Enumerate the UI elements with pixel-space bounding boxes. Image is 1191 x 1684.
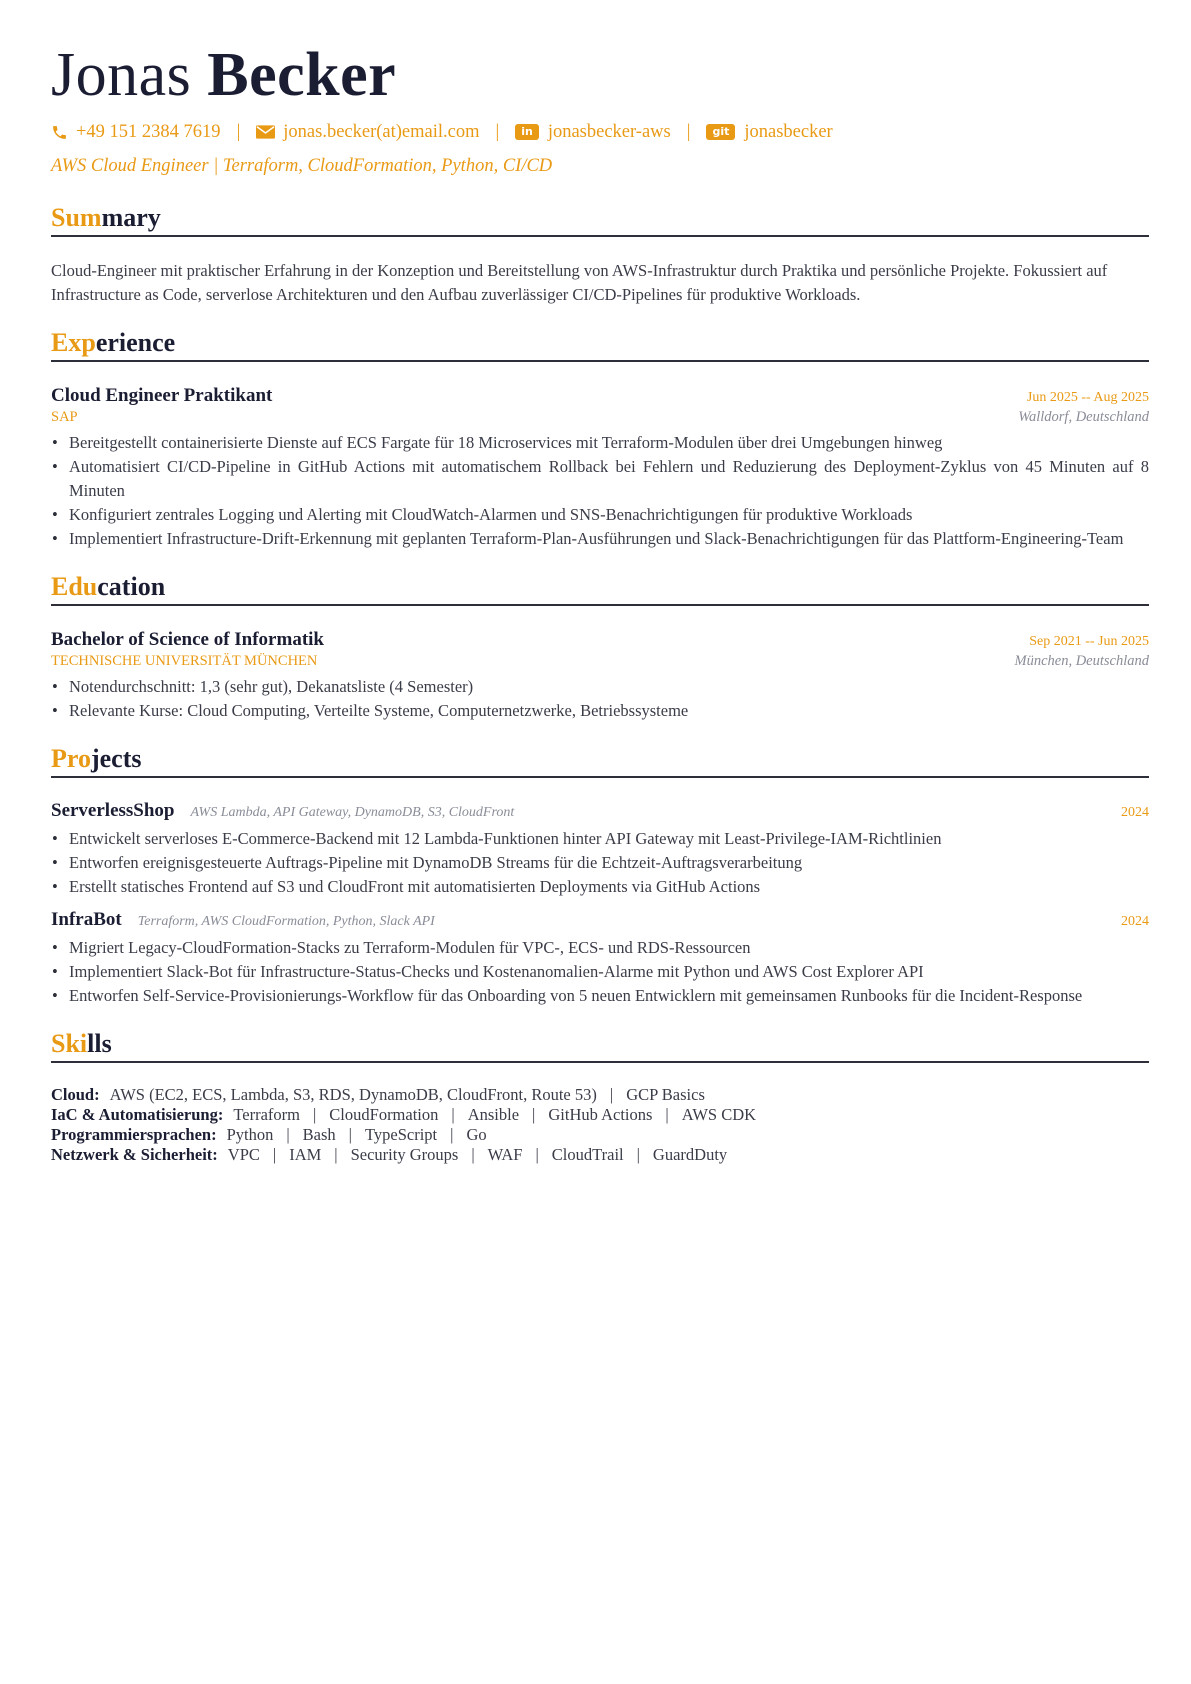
university-name: TECHNISCHE UNIVERSITÄT MÜNCHEN: [51, 653, 318, 669]
job-bullets: [51, 431, 1149, 551]
skill-item: AWS (EC2, ECS, Lambda, S3, RDS, DynamoDB, CloudFront, Route 53): [109, 1085, 597, 1104]
resume-page: [51, 38, 1149, 1165]
skill-separator: |: [272, 1145, 277, 1164]
summary-text: Cloud-Engineer mit praktischer Erfahrung in der Konzeption und Bereitstellung von AWS-Infrastruktur durch Praktika und persönliche Projekte. Fokussiert auf Infrastructure as Code, serverlose Architekturen und den Aufbau zuverlässiger CI/CD-Pipelines für produktive Workloads.: [51, 261, 1108, 304]
skill-row: [51, 1145, 1149, 1165]
linkedin-handle: jonasbecker-aws: [547, 121, 671, 142]
skill-item: VPC: [227, 1145, 260, 1164]
skill-separator: |: [532, 1105, 536, 1124]
tagline: AWS Cloud Engineer | Terraform, CloudFormation, Python, CI/CD: [51, 156, 553, 176]
skill-item: Security Groups: [350, 1145, 459, 1164]
project-name: InfraBot: [51, 909, 122, 930]
project-entry: [51, 909, 1149, 1008]
section-title: Experience: [51, 327, 1149, 362]
skill-item: Ansible: [467, 1105, 520, 1124]
experience-section: [51, 327, 1149, 551]
job-title: Cloud Engineer Praktikant: [51, 385, 273, 406]
education-section: [51, 571, 1149, 723]
skill-separator: |: [312, 1105, 317, 1124]
skill-item: TypeScript: [364, 1125, 438, 1144]
linkedin-icon: in: [515, 124, 539, 140]
skill-category: Netzwerk & Sicherheit:: [51, 1145, 218, 1164]
list-item: • Konfiguriert zentrales Logging und Alerting mit CloudWatch-Alarmen und SNS-Benachrichtigungen für produktive Workloads: [51, 503, 1149, 527]
skill-category: Cloud:: [51, 1085, 100, 1104]
skill-row: [51, 1105, 1149, 1125]
experience-entry: [51, 384, 1149, 551]
contact-linkedin[interactable]: [515, 122, 671, 143]
university-location: München, Deutschland: [1014, 653, 1149, 669]
contact-phone[interactable]: [51, 122, 221, 143]
skill-separator: |: [636, 1145, 640, 1164]
skill-item: Python: [226, 1125, 274, 1144]
first-name: Jonas: [51, 41, 192, 109]
skills-list: [51, 1085, 1149, 1165]
contact-bar: [51, 118, 1149, 146]
education-bullets: [51, 675, 1149, 723]
company-name: SAP: [51, 409, 78, 425]
list-item: • Migriert Legacy-CloudFormation-Stacks zu Terraform-Modulen für VPC-, ECS- und RDS-Ressourcen: [51, 936, 1149, 960]
skill-separator: |: [334, 1145, 338, 1164]
section-title: Skills: [51, 1028, 1149, 1063]
list-item: • Bereitgestellt containerisierte Dienste auf ECS Fargate für 18 Microservices mit Terraform-Modulen über drei Umgebungen hinweg: [51, 431, 1149, 455]
project-entry: [51, 800, 1149, 899]
list-item: • Notendurchschnitt: 1,3 (sehr gut), Dekanatsliste (4 Semester): [51, 675, 1149, 699]
skill-row: [51, 1125, 1149, 1145]
education-dates: Sep 2021 -- Jun 2025: [1029, 634, 1149, 649]
skills-section: [51, 1028, 1149, 1165]
contact-separator: |: [236, 121, 241, 142]
skill-item: AWS CDK: [681, 1105, 757, 1124]
job-dates: Jun 2025 -- Aug 2025: [1026, 390, 1149, 405]
skill-separator: |: [665, 1105, 669, 1124]
skill-separator: |: [450, 1125, 454, 1144]
skill-item: GCP Basics: [626, 1085, 705, 1104]
section-title: Projects: [51, 743, 1149, 778]
candidate-name: [51, 38, 1149, 112]
project-bullets: [51, 827, 1149, 899]
phone-icon: [51, 124, 68, 141]
skill-category: Programmiersprachen:: [51, 1125, 217, 1144]
job-location: Walldorf, Deutschland: [1018, 409, 1149, 425]
skill-item: GuardDuty: [652, 1145, 728, 1164]
project-tech: AWS Lambda, API Gateway, DynamoDB, S3, CloudFront: [190, 805, 515, 820]
contact-separator: |: [495, 121, 500, 142]
skill-item: IAM: [289, 1145, 322, 1164]
skill-item: CloudTrail: [551, 1145, 624, 1164]
education-entry: [51, 628, 1149, 723]
contact-github[interactable]: [706, 122, 832, 143]
list-item: • Implementiert Slack-Bot für Infrastructure-Status-Checks und Kostenanomalien-Alarme mit Python und AWS Cost Explorer API: [51, 960, 1149, 984]
contact-separator: |: [686, 121, 691, 142]
project-year: 2024: [1121, 914, 1149, 929]
list-item: • Implementiert Infrastructure-Drift-Erkennung mit geplanten Terraform-Plan-Ausführungen und Slack-Benachrichtigungen für das Plattform-Engineering-Team: [51, 527, 1149, 551]
list-item: • Entwickelt serverloses E-Commerce-Backend mit 12 Lambda-Funktionen hinter API Gateway mit Least-Privilege-IAM-Richtlinien: [51, 827, 1149, 851]
skill-separator: |: [348, 1125, 352, 1144]
section-title: Summary: [51, 202, 1149, 237]
skill-separator: |: [609, 1085, 614, 1104]
skill-item: Go: [466, 1125, 487, 1144]
list-item: • Entworfen Self-Service-Provisionierungs-Workflow für das Onboarding von 5 neuen Entwicklern mit gemeinsamen Runbooks für die Incident-Response: [51, 984, 1149, 1008]
skill-item: CloudFormation: [329, 1105, 439, 1124]
github-handle: jonasbecker: [744, 121, 833, 142]
contact-email[interactable]: [256, 122, 479, 143]
project-year: 2024: [1121, 805, 1149, 820]
project-tech: Terraform, AWS CloudFormation, Python, Slack API: [137, 914, 435, 929]
skill-separator: |: [451, 1105, 455, 1124]
email-address: jonas.becker(at)email.com: [283, 121, 480, 142]
summary-section: [51, 202, 1149, 307]
skill-row: [51, 1085, 1149, 1105]
section-title: Education: [51, 571, 1149, 606]
skill-category: IaC & Automatisierung:: [51, 1105, 224, 1124]
skill-separator: |: [286, 1125, 290, 1144]
skill-item: Bash: [302, 1125, 336, 1144]
phone-number: +49 151 2384 7619: [76, 121, 221, 142]
envelope-icon: [256, 125, 275, 139]
skill-separator: |: [535, 1145, 539, 1164]
skill-item: WAF: [487, 1145, 523, 1164]
skill-item: GitHub Actions: [548, 1105, 653, 1124]
skill-separator: |: [471, 1145, 475, 1164]
github-icon: git: [706, 124, 735, 140]
list-item: • Erstellt statisches Frontend auf S3 und CloudFront mit automatisierten Deployments via GitHub Actions: [51, 875, 1149, 899]
list-item: • Entworfen ereignisgesteuerte Auftrags-Pipeline mit DynamoDB Streams für die Echtzeit-Auftragsverarbeitung: [51, 851, 1149, 875]
projects-section: [51, 743, 1149, 1008]
degree-title: Bachelor of Science of Informatik: [51, 629, 324, 650]
last-name: Becker: [207, 41, 397, 109]
project-name: ServerlessShop: [51, 800, 175, 821]
list-item: • Relevante Kurse: Cloud Computing, Verteilte Systeme, Computernetzwerke, Betriebssysteme: [51, 699, 1149, 723]
skill-item: Terraform: [233, 1105, 300, 1124]
list-item: • Automatisiert CI/CD-Pipeline in GitHub Actions mit automatischem Rollback bei Fehlern und Reduzierung des Deployment-Zyklus von 45 Minuten auf 8 Minuten: [51, 455, 1149, 503]
project-bullets: [51, 936, 1149, 1008]
